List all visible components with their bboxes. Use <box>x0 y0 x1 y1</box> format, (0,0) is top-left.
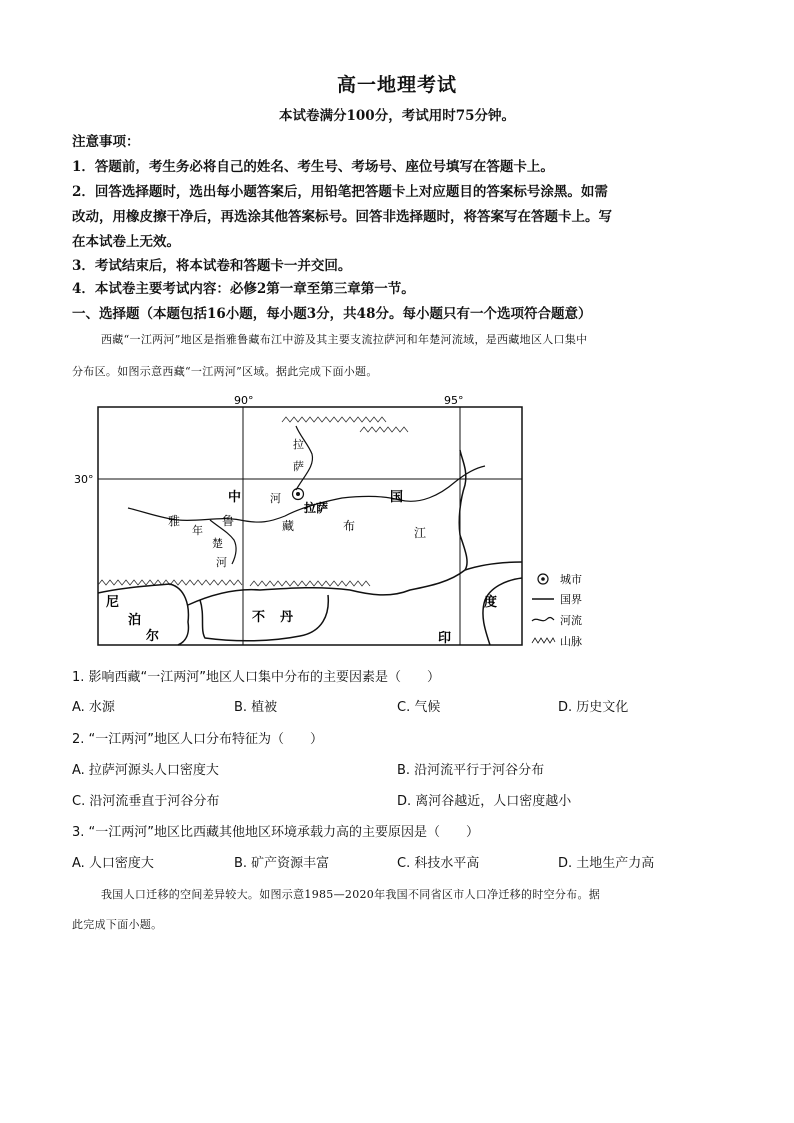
notice-line: 在本试卷上无效。 <box>72 234 180 250</box>
page-title: 高一地理考试 <box>336 74 457 96</box>
country-label: 丹 <box>280 610 294 625</box>
notice-heading: 注意事项： <box>72 134 140 150</box>
answer-option: C. 气候 <box>397 700 441 715</box>
river-icon <box>532 617 554 621</box>
country-label: 尔 <box>146 629 160 644</box>
mountain-icon <box>532 638 555 643</box>
river-label: 楚 <box>212 537 223 550</box>
answer-option: C. 科技水平高 <box>397 856 480 871</box>
map-frame <box>98 407 522 645</box>
mountain-range-north <box>282 417 408 432</box>
yijiang-lianghe-map <box>60 390 600 652</box>
answer-option: A. 人口密度大 <box>72 856 154 871</box>
answer-option: A. 拉萨河源头人口密度大 <box>72 763 219 778</box>
river-lhasa <box>296 426 313 490</box>
country-label: 尼 <box>106 595 120 610</box>
river-label: 鲁 <box>222 514 235 528</box>
river-label: 年 <box>192 524 203 537</box>
legend-label: 国界 <box>560 593 582 606</box>
intro-text: 西藏“一江两河”地区是指雅鲁藏布江中游及其主要支流拉萨河和年楚河流域，是西藏地区人口集中 <box>101 333 588 346</box>
exam-subtitle: 本试卷满分100分，考试用时75分钟。 <box>279 108 515 124</box>
river-label: 藏 <box>282 519 295 533</box>
answer-option: B. 沿河流平行于河谷分布 <box>397 763 545 778</box>
river-label: 萨 <box>293 460 304 473</box>
question-stem: 1. 影响西藏“一江两河”地区人口集中分布的主要因素是（ ） <box>72 670 441 685</box>
river-label: 江 <box>414 526 427 540</box>
lat-label-30: 30° <box>74 473 94 486</box>
intro-text: 分布区。如图示意西藏“一江两河”区域。据此完成下面小题。 <box>72 365 378 378</box>
city-icon <box>293 489 304 500</box>
notice-line: 3．考试结束后，将本试卷和答题卡一并交回。 <box>72 258 352 274</box>
river-label: 雅 <box>168 514 181 528</box>
legend-label: 河流 <box>560 614 582 627</box>
river-label: 河 <box>270 492 281 505</box>
intro-text: 我国人口迁移的空间差异较大。如图示意1985—2020年我国不同省区市人口净迁移的时空分布。据 <box>101 888 601 901</box>
legend-label: 山脉 <box>560 635 582 648</box>
answer-option: D. 历史文化 <box>558 700 629 715</box>
river-label: 布 <box>343 519 356 533</box>
notice-line: 4．本试卷主要考试内容：必修2第一章至第三章第一节。 <box>72 281 415 297</box>
country-label: 度 <box>484 595 498 610</box>
notice-line: 2．回答选择题时，选出每小题答案后，用铅笔把答题卡上对应题目的答案标号涂黑。如需 <box>72 184 608 200</box>
river-label: 河 <box>216 556 227 569</box>
notice-line: 1．答题前，考生务必将自己的姓名、考生号、考场号、座位号填写在答题卡上。 <box>72 159 554 175</box>
country-label: 中 <box>228 490 242 505</box>
question-stem: 3. “一江两河”地区比西藏其他地区环境承载力高的主要原因是（ ） <box>72 825 480 840</box>
answer-option: C. 沿河流垂直于河谷分布 <box>72 794 220 809</box>
country-label: 国 <box>390 490 404 505</box>
answer-option: D. 土地生产力高 <box>558 856 655 871</box>
lon-label-90: 90° <box>234 394 254 407</box>
notice-line: 改动，用橡皮擦干净后，再选涂其他答案标号。回答非选择题时，将答案写在答题卡上。写 <box>72 209 612 225</box>
legend-label: 城市 <box>560 573 582 586</box>
section-heading: 一、选择题（本题包括16小题，每小题3分，共48分。每小题只有一个选项符合题意） <box>72 306 592 322</box>
city-label-lhasa: 拉萨 <box>304 501 329 515</box>
country-label: 不 <box>252 610 266 625</box>
answer-option: D. 离河谷越近，人口密度越小 <box>397 794 572 809</box>
country-label: 泊 <box>128 613 142 628</box>
answer-option: A. 水源 <box>72 700 115 715</box>
lon-label-95: 95° <box>444 394 464 407</box>
river-label: 拉 <box>293 438 304 451</box>
question-stem: 2. “一江两河”地区人口分布特征为（ ） <box>72 732 324 747</box>
map-legend <box>532 573 582 648</box>
mountain-range-himalaya <box>98 580 370 586</box>
answer-option: B. 植被 <box>234 700 278 715</box>
city-icon <box>538 574 548 584</box>
answer-option: B. 矿产资源丰富 <box>234 856 330 871</box>
intro-text: 此完成下面小题。 <box>72 918 163 931</box>
country-label: 印 <box>438 631 452 646</box>
